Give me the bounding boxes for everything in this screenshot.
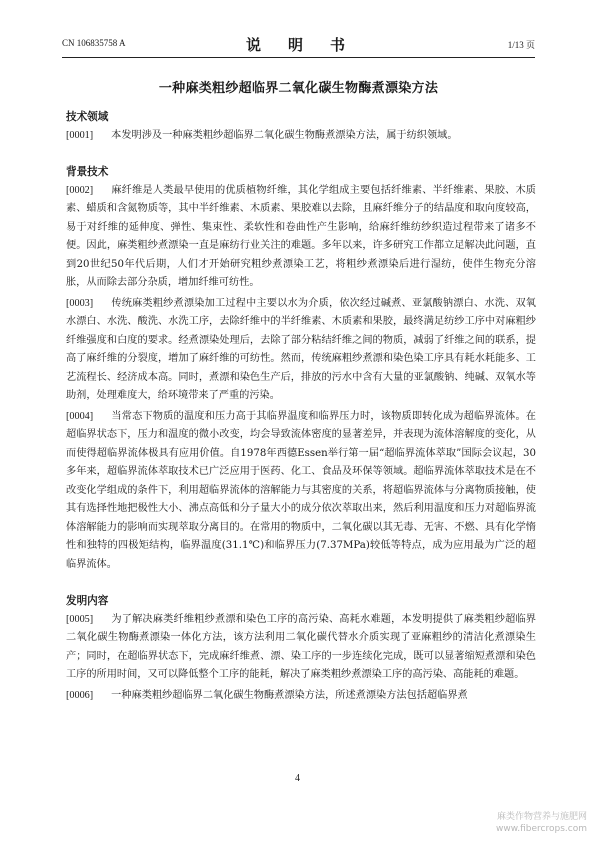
page-number: 4 (295, 773, 300, 784)
paragraph-text: 本发明涉及一种麻类粗纱超临界二氧化碳生物酶煮漂染方法，属于纺织领域。 (111, 129, 458, 141)
watermark-site-name: 麻类作物营养与施肥网 (496, 812, 587, 822)
document-type: 说 明 书 (245, 36, 351, 54)
section-background (66, 163, 536, 574)
document-body (66, 108, 536, 705)
section-heading: 背景技术 (66, 166, 109, 178)
paragraph-text: 传统麻类粗纱煮漂染加工过程中主要以水为介质，依次经过碱煮、亚氯酸钠漂白、水洗、双氧水漂白、水洗、酸洗、水洗工序，去除纤维中的半纤维素、木质素和果胶，最终满足纺纱工序中对麻粗纱纤维强度和白度的要求。经煮漂染处理后，去除了部分粘结纤维之间的物质，减弱了纤维之间的联系，提高了麻纤维的分裂度，增加了麻纤维的可纺性。然而，传统麻粗纱煮漂和染色染工序具有耗水耗能多、工艺流程长、经济成本高。同时，煮漂和染色生产后，排放的污水中含有大量的亚氯酸钠、纯碱、双氧水等助剂，处理难度大，给环境带来了严重的污染。 (66, 297, 536, 401)
paragraph-text: 麻纤维是人类最早使用的优质植物纤维，其化学组成主要包括纤维素、半纤维素、果胶、木质素、蜡质和含氮物质等，其中半纤维素、木质素、果胶难以去除，且麻纤维分子的结晶度和取向度较高，易于对纤维的延伸度、弹性、集束性、柔软性和卷曲性产生影响，给麻纤维纺纱织造过程带来了诸多不便。因此，麻类粗纱煮漂染一直是麻纺行业关注的难题。多年以来，许多研究工作都立足解决此问题，直到20世纪50年代后期，人们才开始研究粗纱煮漂染工艺，将粗纱煮漂染后进行湿纺，使伴生物充分溶胀，从而除去部分杂质，增加纤维可纺性。 (66, 184, 536, 288)
paragraph-number: [0001] (66, 129, 94, 141)
document-title: 一种麻类粗纱超临界二氧化碳生物酶煮漂染方法 (158, 81, 439, 96)
paragraph (66, 182, 536, 293)
paragraph (66, 295, 536, 406)
paragraph-number: [0006] (66, 689, 94, 701)
paragraph-number: [0004] (66, 410, 94, 422)
header-divider (62, 57, 535, 58)
paragraph (66, 127, 536, 146)
page-count: 1/13 页 (507, 40, 535, 50)
paragraph-number: [0002] (66, 184, 94, 196)
section-invention-content (66, 592, 536, 705)
paragraph-text: 当常态下物质的温度和压力高于其临界温度和临界压力时，该物质即转化成为超临界流体。在超临界状态下，压力和温度的微小改变，均会导致流体密度的显著差异，并表现为流体溶解度的变化，从而使得超临界流体极具有应用价值。自1978年西德Essen举行第一届“超临界流体萃取”国际会议起，30多年来，超临界流体萃取技术已广泛应用于医药、化工、食品及环保等领域。超临界流体萃取技术是在不改变化学组成的条件下，利用超临界流体的溶解能力与其密度的关系，将超临界流体与分离物质接触，使其有选择性地把极性大小、沸点高低和分子量大小的成分依次萃取出来，然后利用温度和压力对超临界流体溶解能力的影响而实现萃取分离目的。在常用的物质中，二氧化碳以其无毒、无害、不燃、具有化学惰性和独特的四极矩结构，临界温度(31.1℃)和临界压力(7.37MPa)较低等特点，成为应用最为广泛的超临界流体。 (66, 410, 536, 570)
paragraph-number: [0005] (66, 613, 94, 625)
paragraph-text: 一种麻类粗纱超临界二氧化碳生物酶煮漂染方法，所述煮漂染方法包括超临界煮 (111, 689, 468, 701)
watermark-url: www.fibercrops.com (496, 824, 587, 834)
paragraph (66, 687, 536, 706)
watermark (496, 811, 587, 835)
page-header (62, 34, 535, 54)
section-heading: 发明内容 (66, 595, 109, 607)
section-technical-field (66, 108, 536, 145)
paragraph (66, 611, 536, 685)
paragraph (66, 408, 536, 575)
paragraph-number: [0003] (66, 297, 94, 309)
paragraph-text: 为了解决麻类纤维粗纱煮漂和染色工序的高污染、高耗水难题，本发明提供了麻类粗纱超临界二氧化碳生物酶煮漂染一体化方法，该方法利用二氧化碳代替水介质实现了亚麻粗纱的清洁化煮漂染生产；同时，在超临界状态下，完成麻纤维煮、漂、染工序的一步连续化完成，既可以显著缩短煮漂和染色工序的所用时间，又可以降低整个工序的能耗，解决了麻类粗纱煮漂染工序的高污染、高能耗的难题。 (66, 613, 536, 680)
section-heading: 技术领域 (66, 111, 109, 123)
patent-number: CN 106835758 A (62, 38, 126, 48)
